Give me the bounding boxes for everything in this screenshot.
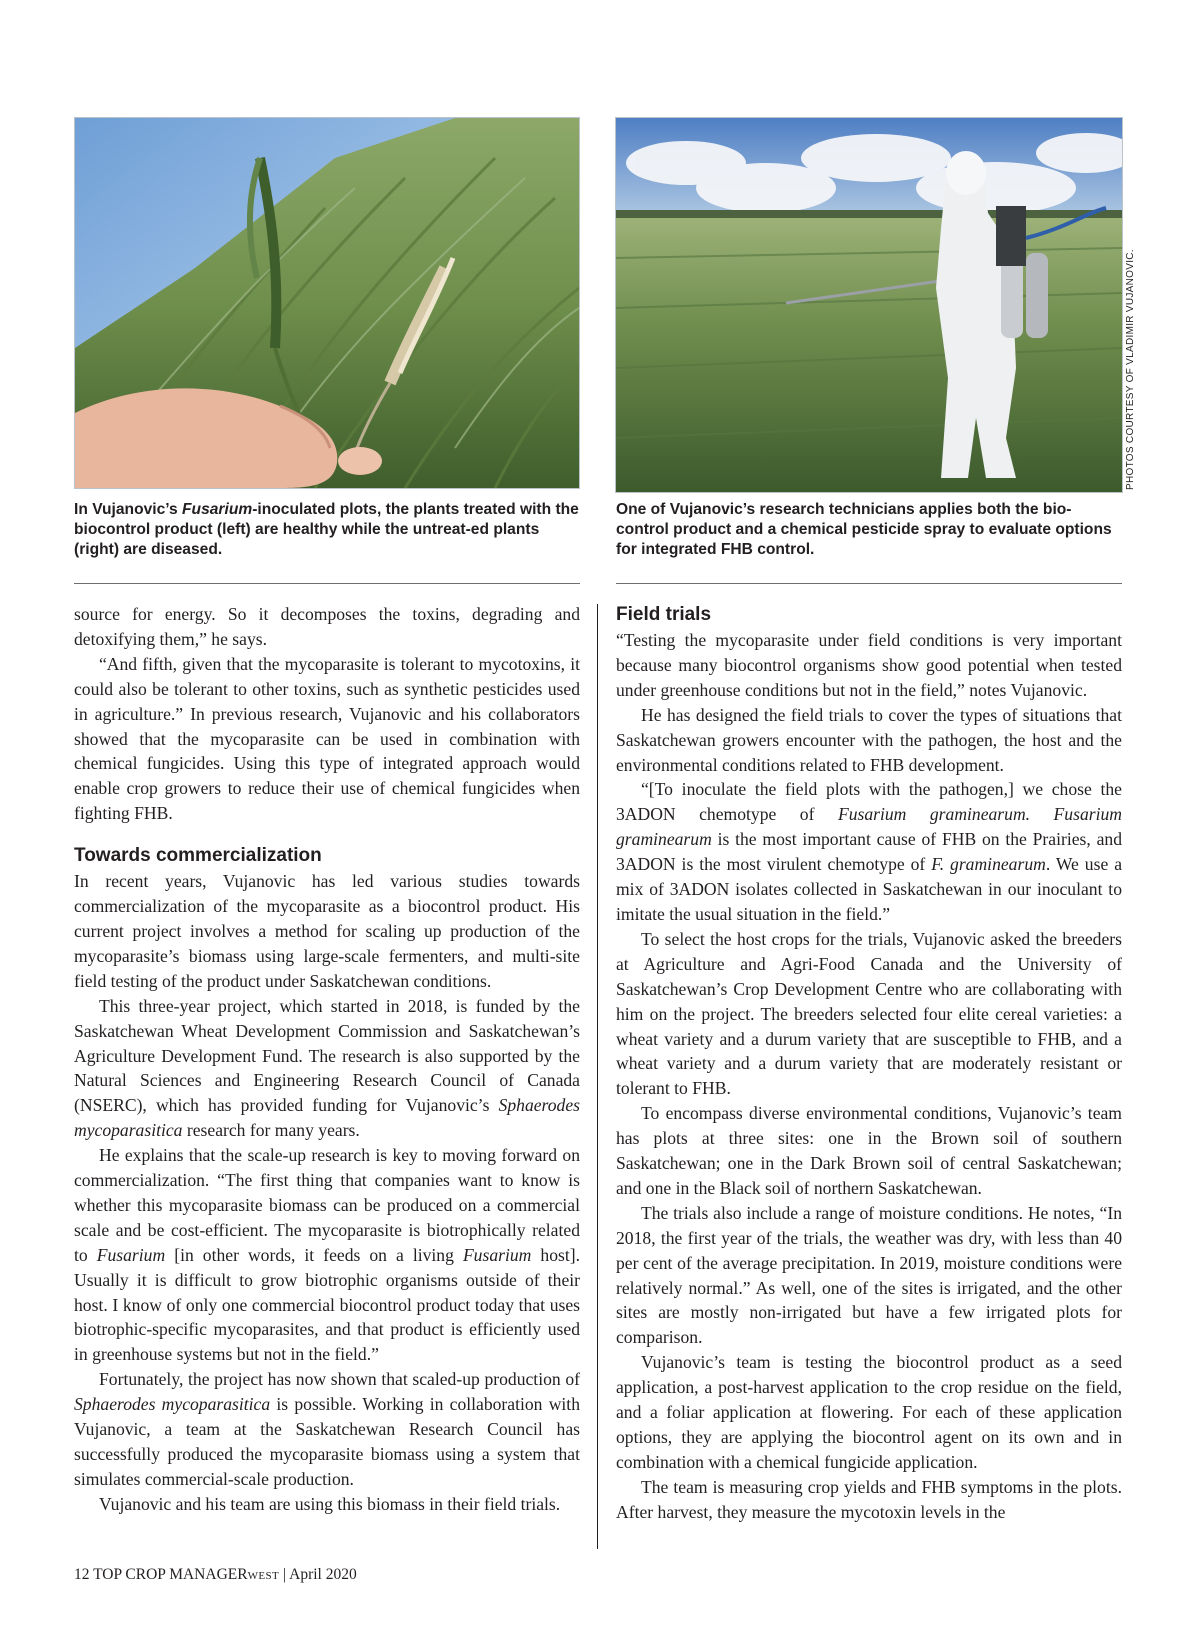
paragraph: “Testing the mycoparasite under field conditions is very important because many biocontrol organisms show good potential when tested under greenhouse conditions but not in the field,” notes Vujanovic. xyxy=(616,630,1122,700)
text-run: Fortunately, the project has now shown that scaled-up production of xyxy=(99,1369,580,1390)
article-column-left xyxy=(74,602,580,1517)
paragraph: In recent years, Vujanovic has led various studies towards commercialization of the mycoparasite as a biocontrol product. His current project involves a method for scaling up production of the mycoparasite’s biomass using large-scale fermenters, and multi-site field testing of the product under Saskatchewan conditions. xyxy=(74,871,580,991)
magazine-name: TOP CROP MANAGER xyxy=(93,1566,248,1583)
paragraph: “And fifth, given that the mycoparasite is tolerant to mycotoxins, it could also be tolerant to other toxins, such as synthetic pesticides used in agriculture.” In previous research, Vujanovic and his collaborators showed that the mycoparasite can be used in combination with chemical fungicides. Using this type of integrated approach would enable crop growers to reduce their use of chemical fungicides when fighting FHB. xyxy=(74,653,580,824)
paragraph: To select the host crops for the trials, Vujanovic asked the breeders at Agriculture and Agri-Food Canada and the University of Saskatchewan’s Crop Development Centre who are collaborating with him on the project. The breeders selected four elite cereal varieties: a wheat variety and a durum variety that are susceptible to FHB, and a wheat variety and a durum variety that are moderately resistant or tolerant to FHB. xyxy=(616,928,1122,1099)
paragraph xyxy=(74,1143,580,1367)
caption-left xyxy=(74,500,580,560)
paragraph: Vujanovic and his team are using this biomass in their field trials. xyxy=(99,1493,561,1514)
page-number: 12 xyxy=(74,1566,90,1583)
text-run: [in other words, it feeds on a living xyxy=(165,1244,463,1265)
caption-left-text-start: In Vujanovic’s xyxy=(74,501,183,518)
text-run: . We use a mix of 3ADON isolates collected in Saskatchewan in our inoculant to imitate the usual situation in the field.” xyxy=(616,854,1122,924)
field-sprayer-illustration xyxy=(616,118,1122,492)
page-footer xyxy=(74,1566,357,1584)
paragraph: He has designed the field trials to cover the types of situations that Saskatchewan growers encounter with the pathogen, the host and the environmental conditions related to FHB development. xyxy=(616,704,1122,775)
article-column-right xyxy=(616,602,1122,1525)
text-run: This three-year project, which started in 2018, is funded by the Saskatchewan Wheat Development Commission and Saskatchewan’s Agriculture Development Fund. The research is also supported by the Natural Sciences and Engineering Research Council of Canada (NSERC), which has provided funding for Vujanovic’s xyxy=(74,995,580,1116)
photo-wheat-heads xyxy=(74,117,580,489)
text-run: is the most important cause of FHB on the Prairies, and 3ADON is the most virulent chemotype of xyxy=(616,829,1122,875)
wheat-heads-illustration xyxy=(75,118,579,488)
section-heading-field-trials: Field trials xyxy=(616,604,712,625)
photo-credit: PHOTOS COURTESY OF VLADIMIR VUJANOVIC. xyxy=(1125,249,1136,490)
text-run: research for many years. xyxy=(182,1120,360,1141)
italic-run: Fusarium graminearum. Fusarium graminearum xyxy=(616,804,1122,850)
paragraph: The team is measuring crop yields and FHB symptoms in the plots. After harvest, they measure the mycotoxin levels in the xyxy=(616,1476,1122,1522)
column-divider xyxy=(597,604,598,1549)
text-run: host]. Usually it is difficult to grow biotrophic organisms outside of their host. I know of only one commercial biocontrol product today that uses biotrophic-specific mycoparasites, and that product is efficiently used in greenhouse systems but not in the field.” xyxy=(74,1244,580,1365)
issue-date: April 2020 xyxy=(289,1566,357,1583)
text-run: is possible. Working in collaboration with Vujanovic, a team at the Saskatchewan Research Council has successfully produced the mycoparasite biomass using a system that simulates commercial-scale production. xyxy=(74,1394,580,1489)
section-heading-commercialization: Towards commercialization xyxy=(74,845,322,867)
paragraph xyxy=(74,1367,580,1492)
text-run: “[To inoculate the field plots with the pathogen,] we chose the 3ADON chemotype of xyxy=(616,779,1122,825)
italic-run: Sphaerodes mycoparasitica xyxy=(74,1394,271,1415)
paragraph: source for energy. So it decomposes the toxins, degrading and detoxifying them,” he says. xyxy=(74,604,580,649)
caption-right: One of Vujanovic’s research technicians applies both the bio-control product and a chemical pesticide spray to evaluate options for integrated FHB control. xyxy=(616,501,1112,558)
text-run: He explains that the scale-up research is key to moving forward on commercialization. “The first thing that companies want to know is whether this mycoparasite biomass can be produced on a commercial scale and be cost-efficient. The mycoparasite is biotrophically related to xyxy=(74,1145,580,1265)
photo-field-sprayer xyxy=(615,117,1123,493)
caption-rule-left xyxy=(74,583,580,584)
footer-separator: | xyxy=(283,1566,287,1583)
paragraph: Vujanovic’s team is testing the biocontrol product as a seed application, a post-harvest application to the crop residue on the field, and a foliar application at flowering. For each of these application options, they are applying the biocontrol agent on its own and in combination with a chemical fungicide application. xyxy=(616,1352,1122,1472)
italic-run: F. graminearum xyxy=(931,854,1046,875)
italic-run: Fusarium xyxy=(462,1244,532,1265)
paragraph: The trials also include a range of moisture conditions. He notes, “In 2018, the first year of the trials, the weather was dry, with less than 40 per cent of the average precipitation. In 2019, moisture conditions were relatively normal.” As well, one of the sites is irrigated, and the other sites are mostly non-irrigated but have a few irrigated plots for comparison. xyxy=(616,1202,1122,1348)
paragraph: To encompass diverse environmental conditions, Vujanovic’s team has plots at three sites: one in the Brown soil of southern Saskatchewan; one in the Dark Brown soil of central Saskatchewan; and one in the Black soil of northern Saskatchewan. xyxy=(616,1103,1122,1198)
paragraph xyxy=(616,777,1122,926)
magazine-edition: WEST xyxy=(247,1570,280,1582)
paragraph xyxy=(74,994,580,1143)
italic-run: Sphaerodes mycoparasitica xyxy=(74,1095,580,1141)
caption-left-text-end: -inoculated plots, the plants treated with the biocontrol product (left) are healthy while the untreat-ed plants (right) are diseased. xyxy=(74,501,579,558)
caption-left-italic-fusarium: Fusarium xyxy=(182,501,253,518)
italic-run: Fusarium xyxy=(96,1244,166,1265)
caption-rule-right xyxy=(616,583,1122,584)
